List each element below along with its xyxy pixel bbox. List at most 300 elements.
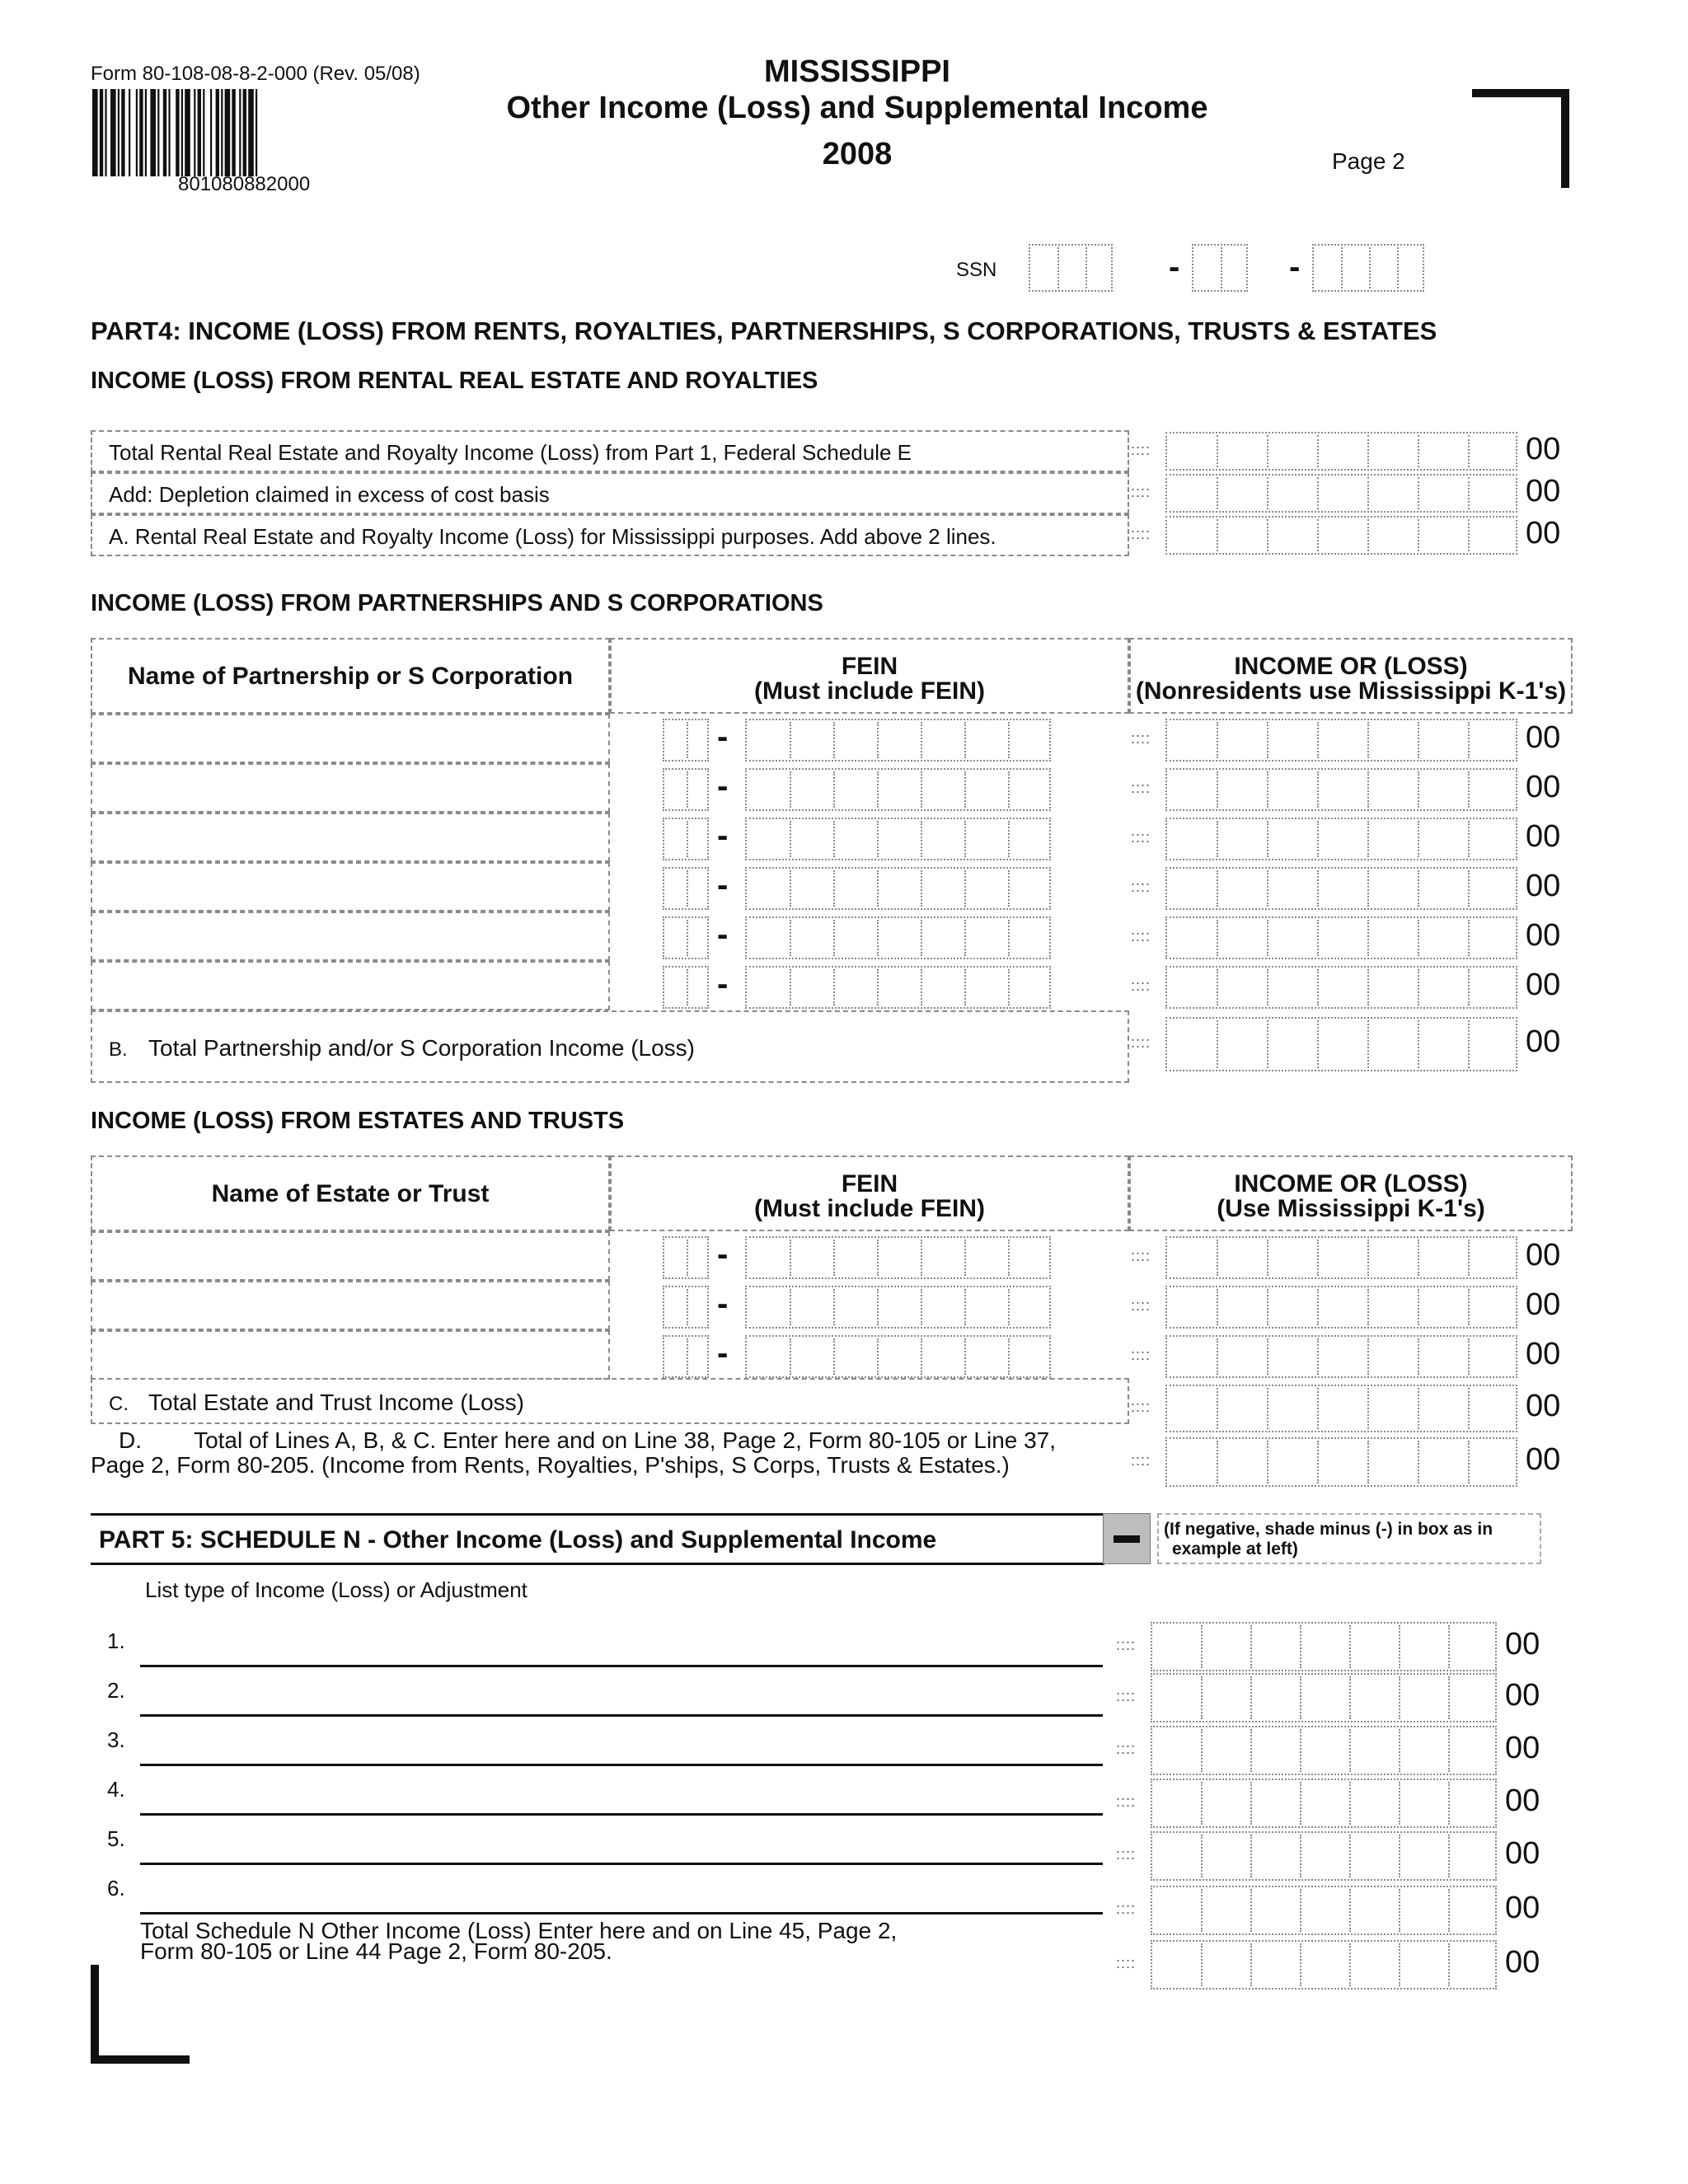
cell-divider	[1317, 771, 1319, 808]
cell-divider	[921, 920, 922, 956]
ssn-part-1[interactable]	[1029, 244, 1113, 292]
partnership-name-input[interactable]	[91, 912, 610, 961]
part5-amount-2[interactable]	[1151, 1673, 1497, 1722]
cell-divider	[1217, 722, 1218, 758]
leader-dots: ::::	[1116, 1741, 1137, 1757]
grand-total-line-2: Page 2, Form 80-205. (Income from Rents, Royalties, P'ships, S Corps, Trusts & Estates.)	[91, 1452, 1010, 1478]
cell-divider	[1300, 1625, 1301, 1668]
cell-divider	[1399, 1676, 1400, 1719]
estate-fein-header	[610, 1155, 1129, 1231]
cell-divider	[1201, 1943, 1203, 1986]
cell-divider	[687, 722, 688, 758]
estate-total-amount[interactable]	[1165, 1385, 1517, 1432]
form-state: MISSISSIPPI	[764, 54, 950, 89]
grand-total-amount[interactable]	[1165, 1437, 1517, 1487]
cents-label: 00	[1526, 1024, 1561, 1059]
leader-dots: ::::	[1131, 928, 1151, 944]
cell-divider	[1367, 920, 1369, 956]
barcode-bar	[185, 89, 190, 176]
fein-prefix-p6[interactable]	[663, 966, 709, 1009]
cell-divider	[877, 969, 879, 1005]
cell-divider	[921, 771, 922, 808]
fein-dash: -	[717, 818, 729, 854]
partnership-name-input[interactable]	[91, 813, 610, 862]
part5-rule-top	[91, 1513, 1104, 1516]
cell-divider	[1468, 821, 1470, 857]
corner-mark-bottom	[91, 2055, 190, 2064]
partnership-income-col-2: (Nonresidents use Mississippi K-1's)	[1135, 677, 1567, 705]
barcode-bar	[100, 89, 103, 176]
cell-divider	[687, 969, 688, 1005]
part5-line-input[interactable]	[140, 1813, 1103, 1816]
estate-name-input[interactable]	[91, 1330, 610, 1380]
cell-divider	[1367, 870, 1369, 907]
barcode-number: 801080882000	[178, 173, 311, 195]
partnership-name-input[interactable]	[91, 763, 610, 813]
fein-suffix-p2[interactable]	[745, 768, 1051, 811]
fein-suffix-e1[interactable]	[745, 1236, 1051, 1279]
part5-line-input[interactable]	[140, 1764, 1103, 1766]
estate-income-col-2: (Use Mississippi K-1's)	[1217, 1195, 1485, 1222]
partnership-name-input[interactable]	[91, 862, 610, 912]
part5-total-line-2: Form 80-105 or Line 44 Page 2, Form 80-205.	[140, 1938, 612, 1964]
cell-divider	[687, 1338, 688, 1375]
part5-list-label: List type of Income (Loss) or Adjustment	[145, 1577, 528, 1602]
estate-total-letter: C.	[109, 1393, 129, 1415]
cell-divider	[1468, 435, 1470, 467]
fein-suffix-e2[interactable]	[745, 1286, 1051, 1329]
estate-name-input[interactable]	[91, 1281, 610, 1330]
cell-divider	[1418, 477, 1419, 509]
cell-divider	[1468, 1388, 1470, 1429]
estate-name-input[interactable]	[91, 1231, 610, 1281]
cell-divider	[790, 1338, 791, 1375]
cell-divider	[1008, 771, 1010, 808]
fein-prefix-p3[interactable]	[663, 818, 709, 860]
cell-divider	[1008, 969, 1010, 1005]
cell-divider	[1008, 920, 1010, 956]
part5-amount-1[interactable]	[1151, 1622, 1497, 1671]
cell-divider	[964, 722, 966, 758]
barcode-bar	[176, 89, 179, 176]
cell-divider	[1349, 1625, 1351, 1668]
barcode	[91, 89, 379, 176]
leader-dots: ::::	[1131, 1034, 1151, 1051]
cell-divider	[1217, 1240, 1218, 1276]
fein-prefix-p5[interactable]	[663, 916, 709, 959]
cell-divider	[790, 1289, 791, 1325]
partnerships-heading: INCOME (LOSS) FROM PARTNERSHIPS AND S CORPORATIONS	[91, 590, 823, 616]
cell-divider	[1008, 1338, 1010, 1375]
part5-amount-6[interactable]	[1151, 1886, 1497, 1935]
cell-divider	[1367, 1338, 1369, 1375]
cell-divider	[1468, 1441, 1470, 1483]
fein-suffix-p4[interactable]	[745, 867, 1051, 910]
leader-dots: ::::	[1116, 1637, 1137, 1653]
cell-divider	[1399, 1782, 1400, 1825]
barcode-bar	[157, 89, 159, 176]
cell-divider	[1418, 435, 1419, 467]
leader-dots: ::::	[1131, 730, 1151, 747]
barcode-bar	[150, 89, 156, 176]
barcode-bar	[248, 89, 254, 176]
cell-divider	[1250, 1943, 1252, 1986]
cell-divider	[1201, 1782, 1203, 1825]
cell-divider	[1250, 1782, 1252, 1825]
partnership-name-input[interactable]	[91, 714, 610, 763]
cell-divider	[1418, 1338, 1419, 1375]
estate-amount-1[interactable]	[1165, 1236, 1517, 1279]
cell-divider	[1267, 1338, 1268, 1375]
estate-income-col-1: INCOME OR (LOSS)	[1234, 1170, 1468, 1197]
form-number: Form 80-108-08-8-2-000 (Rev. 05/08)	[91, 63, 420, 85]
cell-divider	[1317, 1240, 1319, 1276]
cell-divider	[877, 920, 879, 956]
cell-divider	[1217, 477, 1218, 509]
cell-divider	[1201, 1835, 1203, 1877]
part5-amount-3[interactable]	[1151, 1726, 1497, 1775]
grand-total-line-1: Total of Lines A, B, & C. Enter here and on Line 38, Page 2, Form 80-105 or Line 37,	[194, 1427, 1057, 1453]
barcode-bar	[92, 89, 98, 176]
corner-mark-right	[1561, 89, 1569, 188]
barcode-bar	[163, 89, 166, 176]
cell-divider	[964, 821, 966, 857]
leader-dots: ::::	[1131, 977, 1151, 994]
partnership-income-col-1: INCOME OR (LOSS)	[1234, 653, 1468, 680]
cell-divider	[921, 1289, 922, 1325]
leader-dots: ::::	[1116, 1955, 1137, 1971]
cell-divider	[964, 1240, 966, 1276]
part5-line-input[interactable]	[140, 1863, 1103, 1865]
cell-divider	[790, 821, 791, 857]
cell-divider	[1317, 1338, 1319, 1375]
barcode-bar	[145, 89, 147, 176]
barcode-bar	[225, 89, 231, 176]
part5-line-number: 3.	[107, 1727, 125, 1752]
leader-dots: ::::	[1131, 525, 1151, 542]
leader-dots: ::::	[1131, 1399, 1151, 1415]
cell-divider	[1008, 722, 1010, 758]
cell-divider	[1367, 519, 1369, 551]
part5-total-line-1: Total Schedule N Other Income (Loss) Enter here and on Line 45, Page 2,	[140, 1918, 898, 1943]
cell-divider	[1267, 771, 1268, 808]
fein-suffix-p1[interactable]	[745, 719, 1051, 762]
cents-label: 00	[1526, 819, 1561, 854]
cell-divider	[1349, 1889, 1351, 1932]
partnership-total-box	[91, 1010, 1129, 1083]
cell-divider	[1468, 477, 1470, 509]
cell-divider	[1250, 1889, 1252, 1932]
cell-divider	[1468, 722, 1470, 758]
cell-divider	[833, 1338, 835, 1375]
cell-divider	[1317, 1289, 1319, 1325]
fein-suffix-p5[interactable]	[745, 916, 1051, 959]
partnership-amount-2[interactable]	[1165, 768, 1517, 811]
negative-note-1: (If negative, shade minus (-) in box as in	[1164, 1520, 1493, 1539]
barcode-bar	[210, 89, 212, 176]
cell-divider	[1217, 1020, 1218, 1068]
cell-divider	[1201, 1625, 1203, 1668]
cell-divider	[964, 1289, 966, 1325]
cell-divider	[1367, 1289, 1369, 1325]
cell-divider	[1217, 519, 1218, 551]
leader-dots: ::::	[1131, 483, 1151, 500]
partnership-fein-col-2: (Must include FEIN)	[754, 677, 985, 705]
grand-total-letter: D.	[119, 1427, 142, 1453]
barcode-icon	[91, 89, 379, 176]
cents-label: 00	[1505, 1836, 1540, 1871]
cents-label: 00	[1526, 431, 1561, 466]
cell-divider	[790, 920, 791, 956]
cell-divider	[1300, 1782, 1301, 1825]
barcode-bar	[105, 89, 106, 176]
cents-label: 00	[1526, 720, 1561, 755]
rental-amount-2[interactable]	[1165, 474, 1517, 513]
rental-heading: INCOME (LOSS) FROM RENTAL REAL ESTATE AND ROYALTIES	[91, 368, 818, 394]
cell-divider	[833, 1240, 835, 1276]
partnership-total-amount[interactable]	[1165, 1017, 1517, 1071]
part5-amount-4[interactable]	[1151, 1779, 1497, 1828]
cell-divider	[1418, 1441, 1419, 1483]
fein-dash: -	[717, 1236, 729, 1272]
cell-divider	[1267, 722, 1268, 758]
barcode-bar	[203, 89, 204, 176]
partnership-amount-3[interactable]	[1165, 818, 1517, 860]
cell-divider	[833, 1289, 835, 1325]
cell-divider	[1448, 1729, 1450, 1772]
cell-divider	[1399, 1835, 1400, 1877]
cents-label: 00	[1526, 1238, 1561, 1272]
part5-amount-5[interactable]	[1151, 1831, 1497, 1881]
grand-total-text	[91, 1427, 1146, 1479]
cell-divider	[1418, 821, 1419, 857]
leader-dots: ::::	[1116, 1900, 1137, 1917]
rental-amount-1[interactable]	[1165, 432, 1517, 471]
cents-label: 00	[1526, 770, 1561, 804]
partnership-amount-5[interactable]	[1165, 916, 1517, 959]
cell-divider	[1217, 870, 1218, 907]
fein-dash: -	[717, 916, 729, 953]
partnership-amount-4[interactable]	[1165, 867, 1517, 910]
cell-divider	[1317, 1388, 1319, 1429]
fein-prefix-e3[interactable]	[663, 1335, 709, 1378]
cents-label: 00	[1526, 869, 1561, 903]
cents-label: 00	[1505, 1678, 1540, 1713]
ssn-part-2[interactable]	[1192, 244, 1248, 292]
cents-label: 00	[1526, 968, 1561, 1002]
cell-divider	[1300, 1943, 1301, 1986]
estate-amount-2[interactable]	[1165, 1286, 1517, 1329]
cell-divider	[1267, 435, 1268, 467]
barcode-bar	[239, 89, 241, 176]
cell-divider	[1217, 969, 1218, 1005]
cell-divider	[1399, 1889, 1400, 1932]
partnership-income-header	[1129, 638, 1573, 714]
leader-dots: ::::	[1116, 1793, 1137, 1810]
estates-heading: INCOME (LOSS) FROM ESTATES AND TRUSTS	[91, 1108, 625, 1134]
barcode-bar	[216, 89, 219, 176]
cell-divider	[1418, 969, 1419, 1005]
estate-name-header	[91, 1155, 610, 1231]
cell-divider	[877, 1289, 879, 1325]
partnership-amount-1[interactable]	[1165, 719, 1517, 762]
cell-divider	[1468, 1338, 1470, 1375]
cell-divider	[964, 920, 966, 956]
cell-divider	[964, 969, 966, 1005]
fein-prefix-e2[interactable]	[663, 1286, 709, 1329]
cell-divider	[1349, 1835, 1351, 1877]
cell-divider	[1300, 1729, 1301, 1772]
cell-divider	[687, 870, 688, 907]
barcode-bar	[232, 89, 235, 176]
part5-line-number: 6.	[107, 1876, 125, 1900]
cell-divider	[687, 821, 688, 857]
cell-divider	[1349, 1943, 1351, 1986]
fein-dash: -	[717, 966, 729, 1002]
leader-dots: ::::	[1131, 1452, 1151, 1469]
leader-dots: ::::	[1131, 780, 1151, 796]
leader-dots: ::::	[1131, 1248, 1151, 1264]
leader-dots: ::::	[1131, 441, 1151, 458]
ssn-label: SSN	[956, 259, 997, 281]
partnership-total-text: Total Partnership and/or S Corporation Income (Loss)	[148, 1035, 695, 1061]
estate-fein-col-2: (Must include FEIN)	[754, 1195, 985, 1222]
cell-divider	[1317, 1441, 1319, 1483]
cell-divider	[833, 722, 835, 758]
cents-label: 00	[1505, 1783, 1540, 1818]
barcode-bar	[110, 89, 116, 176]
barcode-bar	[181, 89, 183, 176]
cell-divider	[1418, 722, 1419, 758]
cell-divider	[1367, 821, 1369, 857]
partnership-amount-6[interactable]	[1165, 966, 1517, 1009]
part5-line-number: 1.	[107, 1629, 125, 1653]
part5-line-input[interactable]	[140, 1665, 1103, 1667]
cell-divider	[790, 969, 791, 1005]
part5-amount-7[interactable]	[1151, 1940, 1497, 1990]
part4-heading: PART4: INCOME (LOSS) FROM RENTS, ROYALTIES, PARTNERSHIPS, S CORPORATIONS, TRUSTS & ESTATES	[91, 316, 1437, 345]
cell-divider	[1448, 1782, 1450, 1825]
cell-divider	[1267, 870, 1268, 907]
cell-divider	[687, 1289, 688, 1325]
cents-label: 00	[1505, 1945, 1540, 1980]
fein-suffix-p3[interactable]	[745, 818, 1051, 860]
fein-prefix-p1[interactable]	[663, 719, 709, 762]
cell-divider	[1317, 821, 1319, 857]
barcode-bar	[194, 89, 195, 176]
cell-divider	[1217, 1338, 1218, 1375]
fein-prefix-p2[interactable]	[663, 768, 709, 811]
fein-suffix-p6[interactable]	[745, 966, 1051, 1009]
estate-amount-3[interactable]	[1165, 1335, 1517, 1378]
cell-divider	[1267, 477, 1268, 509]
cell-divider	[1367, 1441, 1369, 1483]
fein-dash: -	[717, 719, 729, 755]
cell-divider	[1367, 969, 1369, 1005]
cell-divider	[1217, 920, 1218, 956]
fein-dash: -	[717, 768, 729, 804]
part5-line-input[interactable]	[140, 1912, 1103, 1915]
cell-divider	[1468, 519, 1470, 551]
rental-line-text: A. Rental Real Estate and Royalty Income (Loss) for Mississippi purposes. Add above 2 lines.	[109, 524, 996, 549]
cents-label: 00	[1526, 515, 1561, 551]
barcode-bar	[243, 89, 246, 176]
cell-divider	[1317, 1020, 1319, 1068]
rental-line-box	[91, 472, 1129, 514]
fein-prefix-e1[interactable]	[663, 1236, 709, 1279]
partnership-fein-header	[610, 638, 1129, 714]
cell-divider	[921, 821, 922, 857]
partnership-name-col: Name of Partnership or S Corporation	[127, 663, 574, 690]
cell-divider	[877, 771, 879, 808]
cell-divider	[964, 771, 966, 808]
barcode-bar	[221, 89, 223, 176]
cell-divider	[1418, 1388, 1419, 1429]
cell-divider	[1367, 1388, 1369, 1429]
cell-divider	[790, 722, 791, 758]
cell-divider	[1217, 1441, 1218, 1483]
cell-divider	[1317, 477, 1319, 509]
cents-label: 00	[1526, 1442, 1561, 1477]
part5-heading: PART 5: SCHEDULE N - Other Income (Loss) and Supplemental Income	[99, 1526, 937, 1554]
corner-mark-left	[91, 1965, 99, 2064]
cell-divider	[1300, 1889, 1301, 1932]
cell-divider	[1418, 519, 1419, 551]
cell-divider	[1217, 1388, 1218, 1429]
cents-label: 00	[1505, 1627, 1540, 1661]
cell-divider	[1418, 870, 1419, 907]
rental-line-text: Total Rental Real Estate and Royalty Income (Loss) from Part 1, Federal Schedule E	[109, 440, 912, 465]
fein-dash: -	[717, 1286, 729, 1322]
cell-divider	[833, 969, 835, 1005]
cell-divider	[1369, 247, 1371, 288]
cell-divider	[1008, 870, 1010, 907]
cell-divider	[1448, 1889, 1450, 1932]
cell-divider	[1267, 1441, 1268, 1483]
form-title: Other Income (Loss) and Supplemental Income	[506, 91, 1208, 125]
cell-divider	[1418, 1240, 1419, 1276]
minus-icon	[1114, 1535, 1140, 1543]
rental-amount-3[interactable]	[1165, 516, 1517, 555]
cell-divider	[1397, 247, 1399, 288]
partnership-name-input[interactable]	[91, 961, 610, 1010]
part5-line-number: 2.	[107, 1678, 125, 1703]
cell-divider	[921, 722, 922, 758]
cell-divider	[921, 1338, 922, 1375]
fein-suffix-e3[interactable]	[745, 1335, 1051, 1378]
leader-dots: ::::	[1131, 879, 1151, 895]
cell-divider	[877, 1338, 879, 1375]
cell-divider	[1250, 1729, 1252, 1772]
form-year: 2008	[822, 137, 893, 171]
cell-divider	[1267, 969, 1268, 1005]
cell-divider	[1008, 1289, 1010, 1325]
cell-divider	[877, 1240, 879, 1276]
cell-divider	[1201, 1729, 1203, 1772]
cell-divider	[1317, 519, 1319, 551]
fein-prefix-p4[interactable]	[663, 867, 709, 910]
partnership-total-letter: B.	[109, 1038, 128, 1061]
cell-divider	[1250, 1835, 1252, 1877]
ssn-part-3[interactable]	[1312, 244, 1424, 292]
cell-divider	[833, 870, 835, 907]
cell-divider	[1317, 435, 1319, 467]
cell-divider	[1468, 1289, 1470, 1325]
part5-line-input[interactable]	[140, 1714, 1103, 1717]
cell-divider	[1448, 1625, 1450, 1668]
cell-divider	[1300, 1835, 1301, 1877]
cell-divider	[1399, 1729, 1400, 1772]
